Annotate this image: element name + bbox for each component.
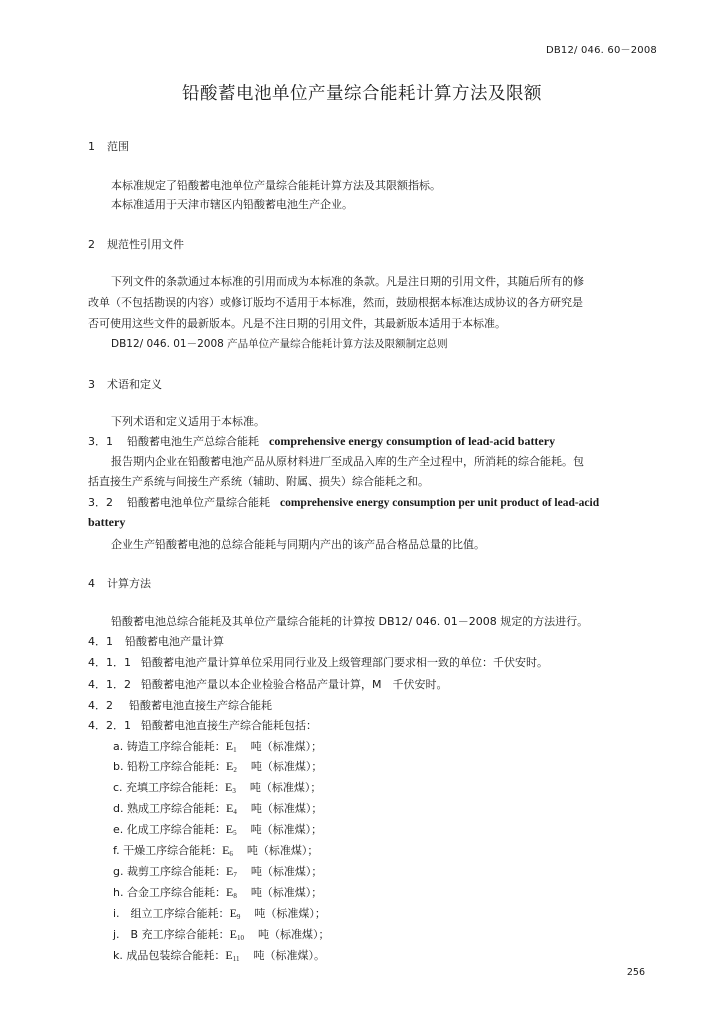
normative-reference: DB12/ 046. 01－2008 产品单位产量综合能耗计算方法及限额制定总则 [111, 338, 448, 350]
term-3-1 [88, 433, 555, 449]
process-list-item [113, 884, 322, 900]
item-label: b. 铅粉工序综合能耗： [113, 760, 226, 773]
item-label: a. 铸造工序综合能耗： [113, 740, 226, 753]
paragraph-line: 报告期内企业在铅酸蓄电池产品从原材料进厂至成品入库的生产全过程中，所消耗的综合能耗。包 [111, 455, 584, 468]
symbol-subscript: 8 [233, 892, 237, 900]
clause-title: 铅酸蓄电池产量计算 [125, 635, 224, 648]
process-list-item [113, 758, 322, 774]
clause-number: 4．2．1 [88, 719, 131, 732]
paragraph-line: 改单（不包括勘误的内容）或修订版均不适用于本标准，然而，鼓励根据本标准达成协议的各方研究是 [88, 296, 583, 309]
symbol-letter: E [229, 906, 237, 920]
item-label: f. 干燥工序综合能耗： [113, 844, 223, 857]
item-label: h. 合金工序综合能耗： [113, 886, 226, 899]
symbol-letter: E [225, 885, 234, 899]
symbol-letter: E [225, 864, 234, 878]
symbol-subscript: 2 [233, 766, 237, 774]
term-en: comprehensive energy consumption per unit product of lead-acid [280, 497, 600, 509]
section-title: 术语和定义 [107, 378, 162, 391]
process-list-item [113, 738, 322, 754]
paragraph: 本标准规定了铅酸蓄电池单位产量综合能耗计算方法及其限额指标。 [111, 179, 441, 192]
term-cn: 铅酸蓄电池生产总综合能耗 [127, 435, 259, 448]
term-number: 3．1 [88, 435, 113, 448]
term-3-2 [88, 494, 599, 510]
symbol-subscript: 5 [233, 829, 237, 837]
item-unit: 吨（标准煤）； [257, 928, 330, 941]
section-4-heading [88, 575, 151, 591]
symbol-letter: E [225, 739, 234, 753]
paragraph-line: 否可使用这些文件的最新版本。凡是不注日期的引用文件，其最新版本适用于本标准。 [88, 317, 506, 330]
clause-number: 4．1．2 [88, 678, 131, 691]
clause-4-1-2 [88, 676, 448, 692]
symbol-letter: E [225, 822, 234, 836]
item-unit: 吨（标准煤）； [246, 844, 319, 857]
term-cn: 铅酸蓄电池单位产量综合能耗 [127, 496, 270, 509]
paragraph: 企业生产铅酸蓄电池的总综合能耗与同期内产出的该产品合格品总量的比值。 [111, 538, 485, 551]
clause-4-1 [88, 633, 224, 649]
clause-4-2-1 [88, 717, 317, 733]
item-label: d. 熟成工序综合能耗： [113, 802, 226, 815]
item-unit: 吨（标准煤）； [250, 802, 323, 815]
paragraph-line: 下列文件的条款通过本标准的引用而成为本标准的条款。凡是注日期的引用文件，其随后所有的修 [111, 275, 584, 288]
clause-4-1-1 [88, 654, 548, 670]
symbol-letter: E [225, 801, 234, 815]
symbol-subscript: 4 [233, 808, 237, 816]
section-number: 3 [88, 378, 95, 391]
item-label: e. 化成工序综合能耗： [113, 823, 226, 836]
symbol-subscript: 3 [232, 787, 236, 795]
energy-symbol [226, 864, 237, 878]
item-unit: 吨（标准煤）； [250, 886, 323, 899]
clause-4-2 [88, 697, 272, 713]
item-unit: 吨（标准煤）； [249, 781, 322, 794]
paragraph: 下列术语和定义适用于本标准。 [111, 415, 265, 428]
clause-number: 4．1 [88, 635, 113, 648]
clause-text: 铅酸蓄电池产量以本企业检验合格品产量计算，M 千伏安时。 [141, 678, 448, 691]
item-unit: 吨（标准煤）。 [253, 949, 325, 962]
clause-title: 铅酸蓄电池直接生产综合能耗 [129, 699, 272, 712]
symbol-subscript: 11 [232, 955, 240, 963]
section-number: 4 [88, 577, 95, 590]
energy-symbol [222, 843, 233, 857]
term-en: comprehensive energy consumption of lead-acid battery [269, 434, 556, 448]
section-title: 计算方法 [107, 577, 151, 590]
item-unit: 吨（标准煤）； [250, 865, 323, 878]
symbol-letter: E [225, 780, 233, 794]
clause-number: 4．2 [88, 699, 113, 712]
section-number: 2 [88, 238, 95, 251]
process-list-item [113, 926, 329, 942]
process-list-item [113, 779, 321, 795]
term-en-continued: battery [88, 515, 126, 529]
item-label: j. B 充工序综合能耗： [113, 928, 230, 941]
energy-symbol [225, 948, 239, 962]
term-number: 3．2 [88, 496, 113, 509]
symbol-letter: E [222, 843, 230, 857]
page-number: 256 [626, 967, 645, 978]
item-label: c. 充填工序综合能耗： [113, 781, 226, 794]
symbol-letter: E [229, 927, 237, 941]
section-title: 规范性引用文件 [107, 238, 184, 251]
process-list-item [113, 842, 318, 858]
section-1-heading [88, 138, 129, 154]
symbol-letter: E [225, 759, 234, 773]
process-list-item [113, 800, 322, 816]
symbol-subscript: 1 [233, 746, 237, 754]
item-unit: 吨（标准煤）； [250, 823, 323, 836]
section-3-heading [88, 376, 162, 392]
symbol-subscript: 9 [236, 913, 241, 921]
energy-symbol [226, 759, 237, 773]
energy-symbol [226, 801, 237, 815]
paragraph: 铅酸蓄电池总综合能耗及其单位产量综合能耗的计算按 DB12/ 046. 01－2008 规定的方法进行。 [111, 615, 589, 628]
section-number: 1 [88, 140, 95, 153]
item-unit: 吨（标准煤）； [250, 760, 323, 773]
energy-symbol [226, 822, 237, 836]
symbol-subscript: 10 [236, 934, 244, 942]
section-2-heading [88, 236, 184, 252]
symbol-subscript: 7 [233, 871, 237, 879]
paragraph: 本标准适用于天津市辖区内铅酸蓄电池生产企业。 [111, 198, 353, 211]
energy-symbol [226, 739, 237, 753]
energy-symbol [230, 927, 244, 941]
clause-number: 4．1．1 [88, 656, 131, 669]
clause-text: 铅酸蓄电池产量计算单位采用同行业及上级管理部门要求相一致的单位：千伏安时。 [141, 656, 548, 669]
header-std-number: DB12/ 046. 60－2008 [545, 45, 657, 56]
energy-symbol [230, 906, 241, 920]
item-label: g. 裁剪工序综合能耗： [113, 865, 226, 878]
process-list-item [113, 947, 325, 963]
symbol-letter: E [225, 948, 233, 962]
process-list-item [113, 905, 326, 921]
symbol-subscript: 6 [229, 850, 233, 858]
item-label: k. 成品包装综合能耗： [113, 949, 226, 962]
document-title: 铅酸蓄电池单位产量综合能耗计算方法及限额 [182, 84, 542, 104]
process-list-item [113, 863, 322, 879]
item-label: i. 组立工序综合能耗： [113, 907, 230, 920]
item-unit: 吨（标准煤）； [254, 907, 326, 920]
energy-symbol [226, 885, 237, 899]
item-unit: 吨（标准煤）； [250, 740, 323, 753]
energy-symbol [225, 780, 236, 794]
clause-text: 铅酸蓄电池直接生产综合能耗包括： [141, 719, 317, 732]
process-list-item [113, 821, 322, 837]
paragraph-line: 括直接生产系统与间接生产系统（辅助、附属、损失）综合能耗之和。 [88, 475, 429, 488]
section-title: 范围 [107, 140, 129, 153]
